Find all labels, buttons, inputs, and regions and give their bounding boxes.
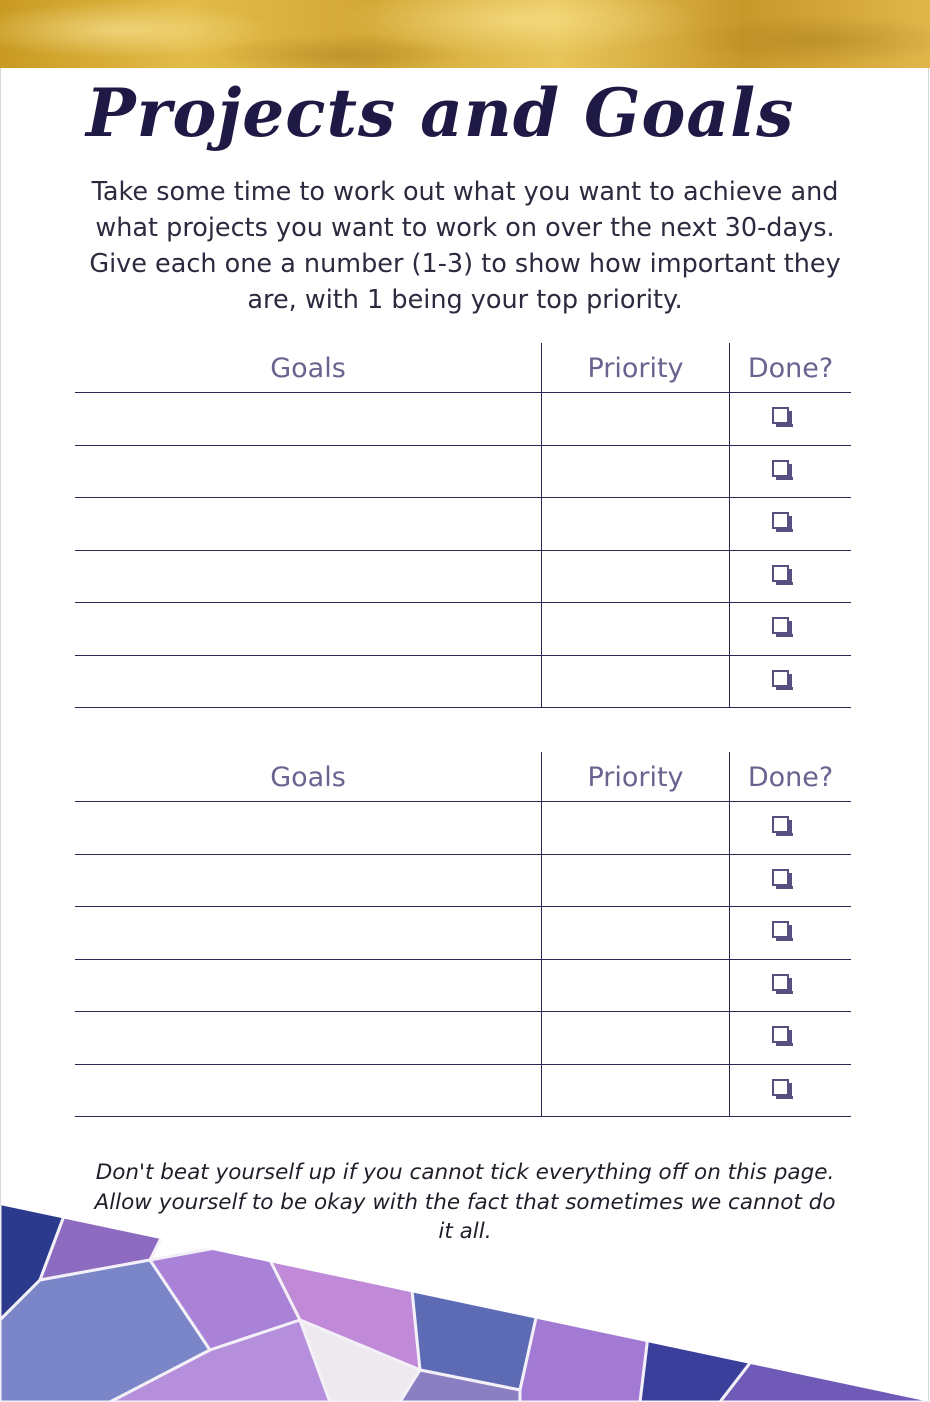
checkbox-icon[interactable]	[772, 869, 789, 886]
done-cell	[729, 551, 851, 603]
done-cell	[729, 393, 851, 445]
intro-text: Take some time to work out what you want to achieve and what projects you want to work on over the next 30-days. Give each one a number (1-3) to show how important they are, with 1 being your top priority.	[89, 177, 841, 315]
table-row	[75, 855, 851, 908]
done-cell	[729, 656, 851, 708]
done-column-header: Done?	[729, 343, 851, 392]
table-row	[75, 1012, 851, 1065]
goals-column-header: Goals	[270, 353, 346, 384]
priority-cell[interactable]	[541, 907, 729, 959]
table-row	[75, 907, 851, 960]
gold-foil-banner	[0, 0, 930, 68]
priority-cell[interactable]	[541, 498, 729, 550]
table-row	[75, 393, 851, 446]
checkbox-icon[interactable]	[772, 1026, 789, 1043]
priority-cell[interactable]	[541, 393, 729, 445]
checkbox-icon[interactable]	[772, 670, 789, 687]
goals-column-header: Goals	[270, 762, 346, 793]
table-row	[75, 498, 851, 551]
table-row	[75, 1065, 851, 1118]
table-row	[75, 446, 851, 499]
priority-cell[interactable]	[541, 802, 729, 854]
table-row	[75, 603, 851, 656]
priority-cell[interactable]	[541, 551, 729, 603]
goal-cell[interactable]	[75, 446, 541, 498]
done-cell	[729, 907, 851, 959]
checkbox-icon[interactable]	[772, 460, 789, 477]
checkbox-icon[interactable]	[772, 974, 789, 991]
priority-column-header: Priority	[541, 343, 729, 392]
goal-cell[interactable]	[75, 907, 541, 959]
checkbox-icon[interactable]	[772, 407, 789, 424]
footer-note: Don't beat yourself up if you cannot tick everything off on this page. Allow yourself to be okay with the fact that sometimes we cannot do it all.	[94, 1160, 836, 1244]
priority-cell[interactable]	[541, 656, 729, 708]
page-title: Projects and Goals	[86, 74, 795, 152]
done-cell	[729, 498, 851, 550]
table-row	[75, 551, 851, 604]
goal-cell[interactable]	[75, 960, 541, 1012]
goal-cell[interactable]	[75, 603, 541, 655]
priority-cell[interactable]	[541, 960, 729, 1012]
done-cell	[729, 802, 851, 854]
goal-cell[interactable]	[75, 498, 541, 550]
checkbox-icon[interactable]	[772, 512, 789, 529]
priority-column-header: Priority	[541, 752, 729, 801]
goals-table-1	[75, 343, 851, 708]
done-cell	[729, 960, 851, 1012]
goal-cell[interactable]	[75, 855, 541, 907]
table-header	[75, 752, 851, 802]
checkbox-icon[interactable]	[772, 565, 789, 582]
done-cell	[729, 1065, 851, 1117]
goals-table-2	[75, 752, 851, 1117]
done-column-header: Done?	[729, 752, 851, 801]
priority-cell[interactable]	[541, 855, 729, 907]
table-row	[75, 656, 851, 709]
priority-cell[interactable]	[541, 446, 729, 498]
priority-cell[interactable]	[541, 1065, 729, 1117]
goal-cell[interactable]	[75, 1012, 541, 1064]
table-header	[75, 343, 851, 393]
done-cell	[729, 855, 851, 907]
done-cell	[729, 603, 851, 655]
priority-cell[interactable]	[541, 603, 729, 655]
goal-cell[interactable]	[75, 1065, 541, 1117]
table-row	[75, 960, 851, 1013]
table-row	[75, 802, 851, 855]
checkbox-icon[interactable]	[772, 816, 789, 833]
done-cell	[729, 446, 851, 498]
checkbox-icon[interactable]	[772, 921, 789, 938]
priority-cell[interactable]	[541, 1012, 729, 1064]
goal-cell[interactable]	[75, 656, 541, 708]
checkbox-icon[interactable]	[772, 617, 789, 634]
goal-cell[interactable]	[75, 393, 541, 445]
goal-cell[interactable]	[75, 551, 541, 603]
done-cell	[729, 1012, 851, 1064]
checkbox-icon[interactable]	[772, 1079, 789, 1096]
goal-cell[interactable]	[75, 802, 541, 854]
